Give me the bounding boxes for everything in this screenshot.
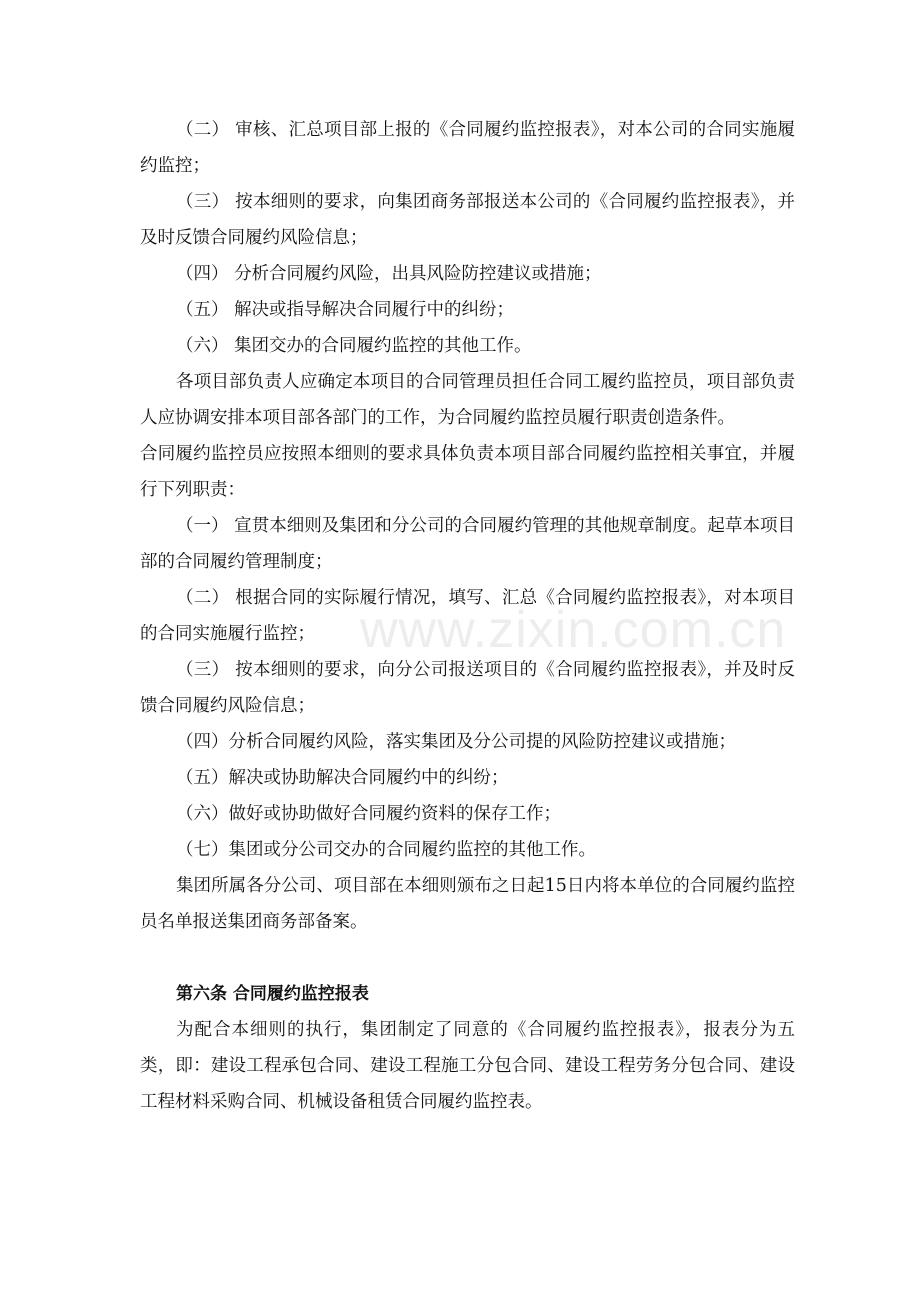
paragraph-project-lead: 各项目部负责人应确定本项目的合同管理员担任合同工履约监控员，项目部负责人应协调安排本项目部各部门的工作，为合同履约监控员履行职责创造条件。 [140, 372, 795, 428]
paragraph-report-types: 为配合本细则的执行，集团制定了同意的《合同履约监控报表》，报表分为五类，即：建设工程承包合同、建设工程施工分包合同、建设工程劳务分包合同、建设工程材料采购合同、机械设备租赁合同履约监控表。 [140, 1020, 795, 1112]
section-gap [140, 940, 795, 976]
duty-3-submit: （三） 按本细则的要求，向分公司报送项目的《合同履约监控报表》，并及时反馈合同履约风险信息； [140, 660, 795, 716]
duty-6-archive: （六）做好或协助做好合同履约资料的保存工作； [176, 804, 561, 824]
clause-4-analyze: （四） 分析合同履约风险，出具风险防控建议或措施； [176, 264, 602, 284]
watermark-text: www.zixin.com.cn [360, 601, 787, 659]
clause-3-report: （三） 按本细则的要求，向集团商务部报送本公司的《合同履约监控报表》，并及时反馈合同履约风险信息； [140, 192, 795, 248]
document-body [140, 112, 795, 1120]
duty-1-publicize: （一） 宣贯本细则及集团和分公司的合同履约管理的其他规章制度。起草本项目部的合同履约管理制度； [140, 516, 795, 572]
duty-7-other: （七）集团或分公司交办的合同履约监控的其他工作。 [176, 840, 596, 860]
paragraph-registration: 集团所属各分公司、项目部在本细则颁布之日起15日内将本单位的合同履约监控员名单报送集团商务部备案。 [140, 876, 795, 932]
duty-4-analyze: （四）分析合同履约风险，落实集团及分公司提的风险防控建议或措施； [176, 732, 736, 752]
duty-5-resolve: （五）解决或协助解决合同履约中的纠纷； [176, 768, 509, 788]
section-heading-article-6: 第六条 合同履约监控报表 [176, 984, 369, 1004]
duty-2-fill-report: （二） 根据合同的实际履行情况，填写、汇总《合同履约监控报表》，对本项目的合同实施履行监控； [140, 588, 795, 644]
clause-5-resolve: （五） 解决或指导解决合同履行中的纠纷； [176, 300, 515, 320]
paragraph-monitor-duties: 合同履约监控员应按照本细则的要求具体负责本项目部合同履约监控相关事宜，并履行下列职责： [140, 444, 795, 500]
clause-2-review: （二） 审核、汇总项目部上报的《合同履约监控报表》，对本公司的合同实施履约监控； [140, 120, 795, 176]
clause-6-other: （六） 集团交办的合同履约监控的其他工作。 [176, 336, 532, 356]
